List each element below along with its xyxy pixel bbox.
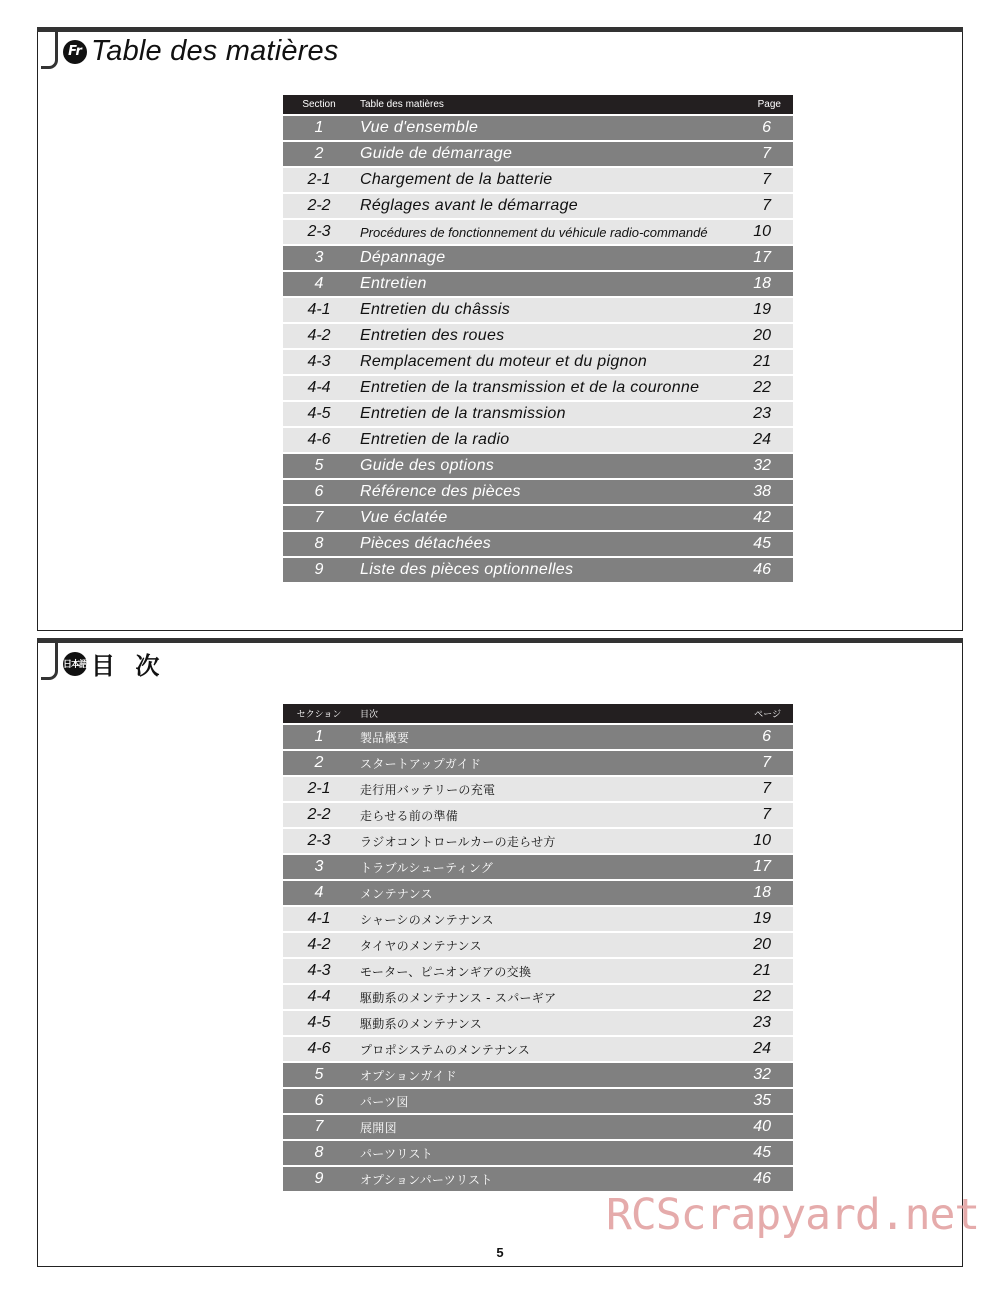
japanese-page-title: 目 次 — [91, 652, 166, 680]
toc-row-section: 4-6 — [307, 431, 331, 448]
toc-row — [283, 168, 793, 192]
toc-row-section: 4-1 — [307, 910, 331, 927]
french-toc-table — [283, 95, 793, 584]
toc-row-page: 20 — [753, 327, 771, 344]
toc-row-page: 6 — [762, 119, 771, 136]
panel-corner-bracket — [41, 32, 58, 69]
toc-row — [283, 881, 793, 905]
toc-row-section: 6 — [314, 483, 324, 500]
toc-row — [283, 402, 793, 426]
toc-row-section: 2-1 — [307, 780, 331, 797]
toc-row-title: Vue éclatée — [360, 509, 448, 526]
toc-row-title: オプションパーツリスト — [360, 1172, 493, 1187]
toc-row — [283, 428, 793, 452]
toc-row — [283, 1063, 793, 1087]
french-header-page: Page — [757, 99, 781, 110]
panel-corner-bracket — [41, 643, 58, 680]
toc-row-page: 7 — [762, 806, 771, 823]
toc-row-section: 4-2 — [307, 936, 331, 953]
toc-row — [283, 1011, 793, 1035]
japanese-header-section: セクション — [296, 710, 342, 720]
toc-row-section: 4-3 — [307, 353, 331, 370]
watermark-text: RCScrapyard.net — [606, 1190, 980, 1240]
toc-row-page: 45 — [753, 535, 771, 552]
toc-row-page: 24 — [753, 431, 771, 448]
toc-row-page: 10 — [753, 832, 771, 849]
toc-row-page: 32 — [753, 457, 771, 474]
french-language-badge-icon: Fr — [63, 40, 87, 64]
toc-row-section: 4-1 — [307, 301, 331, 318]
toc-row-section: 4-6 — [307, 1040, 331, 1057]
toc-row — [283, 350, 793, 374]
toc-row-page: 22 — [753, 379, 771, 396]
toc-row-title: 駆動系のメンテナンス — [360, 1016, 483, 1031]
toc-row — [283, 855, 793, 879]
japanese-header-page: ページ — [754, 710, 781, 720]
toc-row-title: トラブルシューティング — [360, 860, 494, 875]
toc-row-section: 3 — [314, 858, 324, 875]
toc-row-title: 駆動系のメンテナンス - スパーギア — [360, 990, 557, 1005]
toc-row-page: 40 — [753, 1118, 771, 1135]
toc-row-section: 1 — [314, 119, 324, 136]
toc-row — [283, 907, 793, 931]
toc-row-title: 走らせる前の準備 — [360, 808, 459, 823]
toc-row — [283, 1115, 793, 1139]
toc-row-page: 18 — [753, 275, 771, 292]
toc-row-section: 8 — [314, 535, 324, 552]
toc-row-page: 21 — [753, 962, 771, 979]
toc-row — [283, 324, 793, 348]
toc-row-section: 2 — [314, 145, 324, 162]
toc-row-title: シャーシのメンテナンス — [360, 912, 494, 927]
toc-row-page: 10 — [753, 223, 771, 240]
toc-row-section: 4-5 — [307, 405, 331, 422]
toc-row-page: 22 — [753, 988, 771, 1005]
toc-row — [283, 246, 793, 270]
toc-row-title: ラジオコントロールカーの走らせ方 — [360, 834, 556, 849]
toc-row — [283, 985, 793, 1009]
toc-row-title: スタートアップガイド — [360, 756, 482, 771]
toc-row-title: タイヤのメンテナンス — [360, 938, 482, 953]
toc-row — [283, 220, 793, 244]
toc-row-section: 4-4 — [307, 988, 331, 1005]
toc-row — [283, 116, 793, 140]
toc-row-title: Procédures de fonctionnement du véhicule radio-commandé — [360, 224, 708, 240]
toc-row-section: 5 — [314, 457, 324, 474]
toc-row-page: 32 — [753, 1066, 771, 1083]
toc-row — [283, 959, 793, 983]
toc-row-section: 3 — [314, 249, 324, 266]
toc-row-section: 5 — [314, 1066, 324, 1083]
toc-row-title: モーター、ピニオンギアの交換 — [360, 964, 532, 979]
toc-row-title: パーツ図 — [360, 1094, 409, 1109]
toc-row — [283, 1141, 793, 1165]
toc-row-section: 8 — [314, 1144, 324, 1161]
toc-row-title: Dépannage — [360, 249, 446, 266]
toc-row-section: 4-4 — [307, 379, 331, 396]
toc-row-section: 7 — [314, 509, 324, 526]
french-toc-header — [283, 95, 793, 114]
toc-row-page: 7 — [762, 171, 771, 188]
toc-row-page: 21 — [753, 353, 771, 370]
panel-top-rule — [37, 638, 963, 643]
toc-row-title: Pièces détachées — [360, 535, 492, 552]
page-number: 5 — [496, 1245, 504, 1260]
japanese-toc-table — [283, 704, 793, 1193]
toc-row-page: 6 — [762, 728, 771, 745]
toc-row — [283, 376, 793, 400]
toc-row — [283, 272, 793, 296]
toc-row-section: 9 — [314, 561, 324, 578]
toc-row-title: メンテナンス — [360, 886, 433, 901]
japanese-language-badge-icon: 日本語 — [63, 652, 87, 676]
toc-row-page: 46 — [753, 561, 771, 578]
toc-row — [283, 558, 793, 582]
toc-row-page: 17 — [753, 858, 771, 875]
toc-row-section: 2-1 — [307, 171, 331, 188]
toc-row-title: 展開図 — [360, 1120, 397, 1135]
french-heading — [63, 35, 339, 68]
japanese-toc-rows — [283, 725, 793, 1191]
toc-row-title: Entretien — [360, 275, 427, 292]
toc-row-section: 9 — [314, 1170, 324, 1187]
toc-row — [283, 1167, 793, 1191]
toc-row-page: 19 — [753, 910, 771, 927]
toc-row-title: プロポシステムのメンテナンス — [360, 1042, 531, 1057]
toc-row-page: 7 — [762, 197, 771, 214]
toc-row-page: 7 — [762, 145, 771, 162]
toc-row-title: Guide des options — [360, 457, 495, 474]
toc-row-section: 2-2 — [307, 806, 331, 823]
toc-row-title: Guide de démarrage — [360, 145, 513, 162]
toc-row-title: 走行用バッテリーの充電 — [360, 782, 496, 797]
toc-row-section: 4-3 — [307, 962, 331, 979]
toc-row-section: 4 — [314, 884, 324, 901]
japanese-toc-header — [283, 704, 793, 723]
french-page-title: Table des matières — [91, 35, 339, 67]
toc-row — [283, 142, 793, 166]
toc-row — [283, 829, 793, 853]
toc-row-page: 23 — [753, 1014, 771, 1031]
toc-row-section: 7 — [314, 1118, 324, 1135]
toc-row-section: 2-2 — [307, 197, 331, 214]
toc-row — [283, 933, 793, 957]
toc-row-section: 4 — [314, 275, 324, 292]
toc-row-page: 42 — [753, 509, 771, 526]
toc-row-title: Entretien de la transmission — [360, 405, 566, 422]
toc-row-title: オプションガイド — [360, 1068, 457, 1083]
japanese-toc-panel — [37, 638, 963, 1267]
panel-top-rule — [37, 27, 963, 32]
toc-row-title: Référence des pièces — [360, 483, 521, 500]
toc-row — [283, 506, 793, 530]
toc-row-title: Réglages avant le démarrage — [360, 197, 579, 214]
toc-row-section: 4-5 — [307, 1014, 331, 1031]
toc-row — [283, 751, 793, 775]
japanese-header-title: 目次 — [360, 710, 379, 720]
toc-row-page: 46 — [753, 1170, 771, 1187]
toc-row — [283, 1089, 793, 1113]
toc-row-title: Remplacement du moteur et du pignon — [360, 353, 648, 370]
toc-row-title: Entretien du châssis — [360, 301, 511, 318]
toc-row-page: 38 — [753, 483, 771, 500]
toc-row-page: 18 — [753, 884, 771, 901]
french-toc-rows — [283, 116, 793, 582]
toc-row-title: Chargement de la batterie — [360, 171, 553, 188]
toc-row-section: 2-3 — [307, 832, 331, 849]
toc-row — [283, 480, 793, 504]
toc-row-page: 35 — [753, 1092, 771, 1109]
toc-row-page: 17 — [753, 249, 771, 266]
french-toc-panel — [37, 27, 963, 631]
toc-row-section: 2-3 — [307, 223, 331, 240]
toc-row-section: 2 — [314, 754, 324, 771]
toc-row — [283, 777, 793, 801]
toc-row-title: Entretien de la transmission et de la couronne — [360, 379, 700, 396]
toc-row-title: Entretien des roues — [360, 327, 505, 344]
toc-row — [283, 194, 793, 218]
toc-row-page: 45 — [753, 1144, 771, 1161]
toc-row-page: 19 — [753, 301, 771, 318]
japanese-heading — [63, 646, 165, 681]
toc-row-title: Liste des pièces optionnelles — [360, 561, 574, 578]
toc-row-title: パーツリスト — [360, 1146, 434, 1161]
toc-row-page: 7 — [762, 754, 771, 771]
toc-row-page: 20 — [753, 936, 771, 953]
toc-row — [283, 725, 793, 749]
toc-row-section: 4-2 — [307, 327, 331, 344]
toc-row — [283, 532, 793, 556]
toc-row-title: Vue d'ensemble — [360, 119, 479, 136]
french-header-title: Table des matières — [360, 99, 444, 110]
toc-row-page: 24 — [753, 1040, 771, 1057]
toc-row — [283, 454, 793, 478]
toc-row — [283, 803, 793, 827]
toc-row-title: Entretien de la radio — [360, 431, 510, 448]
toc-row — [283, 298, 793, 322]
toc-row — [283, 1037, 793, 1061]
toc-row-section: 1 — [314, 728, 324, 745]
toc-row-section: 6 — [314, 1092, 324, 1109]
toc-row-page: 7 — [762, 780, 771, 797]
toc-row-title: 製品概要 — [360, 730, 410, 745]
toc-row-page: 23 — [753, 405, 771, 422]
french-header-section: Section — [302, 99, 336, 110]
